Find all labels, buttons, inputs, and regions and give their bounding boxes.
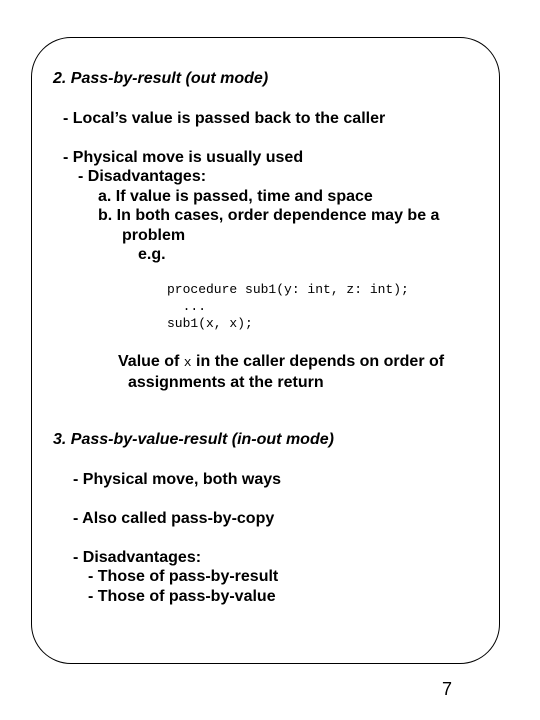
section-2-disadvantage-b-continued: problem	[122, 227, 186, 244]
section-2-heading: 2. Pass-by-result (out mode)	[53, 70, 269, 87]
section-2-disadvantage-b: b. In both cases, order dependence may be a	[98, 207, 440, 224]
section-3-disadvantage-value: - Those of pass-by-value	[88, 588, 276, 605]
order-dependence-note	[118, 352, 444, 372]
note-suffix: in the caller depends on order of	[191, 353, 445, 370]
code-line-3: sub1(x, x);	[167, 316, 253, 331]
section-3-disadvantages-heading: - Disadvantages:	[73, 549, 202, 566]
section-3-point-pass-by-copy: - Also called pass-by-copy	[73, 510, 275, 527]
page-number: 7	[442, 679, 453, 699]
example-label: e.g.	[138, 246, 166, 263]
section-2-point-local-value: - Local’s value is passed back to the caller	[63, 110, 386, 127]
section-3-heading: 3. Pass-by-value-result (in-out mode)	[53, 431, 334, 448]
code-line-2: ...	[167, 299, 207, 314]
section-2-disadvantages-heading: - Disadvantages:	[78, 168, 207, 185]
order-dependence-note-continued: assignments at the return	[128, 374, 324, 391]
section-3-disadvantage-result: - Those of pass-by-result	[88, 568, 279, 585]
section-3-point-physical-move: - Physical move, both ways	[73, 471, 282, 488]
note-variable: x	[183, 355, 192, 370]
code-line-1: procedure sub1(y: int, z: int);	[167, 282, 409, 297]
section-2-disadvantage-a: a. If value is passed, time and space	[98, 188, 373, 205]
note-prefix: Value of	[118, 353, 184, 370]
section-2-point-physical-move: - Physical move is usually used	[63, 149, 304, 166]
